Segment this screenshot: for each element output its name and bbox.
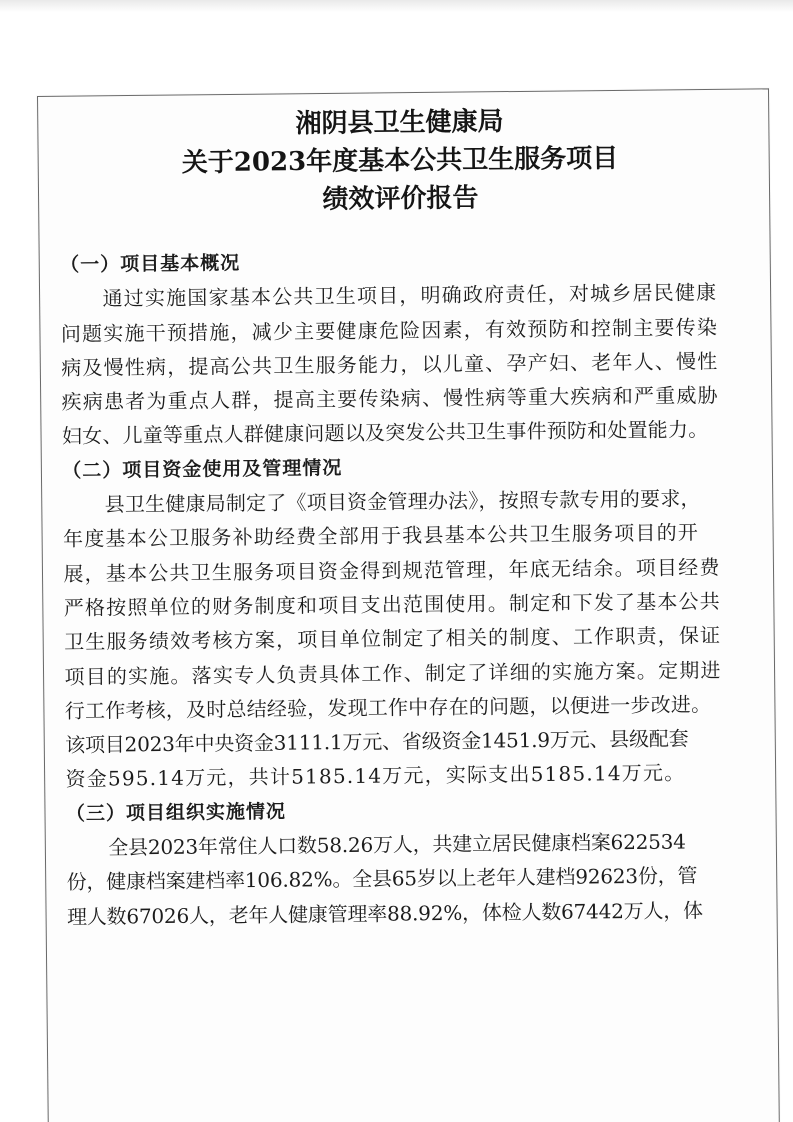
paragraph-line: 该项目2023年中央资金3111.1万元、省级资金1451.9万元、县级配套 xyxy=(65,726,689,758)
paragraph-line: 份，健康档案建档率106.82%。全县65岁以上老年人建档92623份，管 xyxy=(66,863,698,895)
paragraph-line: 行工作考核，及时总结经验，发现工作中存在的问题，以便进一步改进。 xyxy=(64,692,712,723)
paragraph-line: 县卫生健康局制定了《项目资金管理办法》，按照专款专用的要求， xyxy=(104,486,701,517)
paragraph-line: 全县2023年常住人口数58.26万人，共建立居民健康档案622534 xyxy=(108,829,686,860)
paragraph-line: 妇女、儿童等重点人群健康问题以及突发公共卫生事件预防和处置能力。 xyxy=(61,417,709,449)
paragraph-line: 年度基本公卫服务补助经费全部用于我县基本公共卫生服务项目的开 xyxy=(62,520,700,552)
section-heading-implementation: （三）项目组织实施情况 xyxy=(65,800,287,825)
scan-edge-shadow xyxy=(0,0,793,12)
paragraph-line: 项目的实施。落实专人负责具体工作、制定了详细的实施方案。定期进 xyxy=(64,657,722,689)
paragraph-line: 资金595.14万元，共计5185.14万元，实际支出5185.14万元。 xyxy=(65,760,686,792)
document-body xyxy=(60,241,757,934)
document-title xyxy=(99,101,700,221)
paragraph-line: 理人数67026人，老年人健康管理率88.92%，体检人数67442万人，体 xyxy=(66,897,703,929)
paragraph-line: 病及慢性病，提高公共卫生服务能力，以儿童、孕产妇、老年人、慢性 xyxy=(61,349,719,380)
paragraph-line: 卫生服务绩效考核方案，项目单位制定了相关的制度、工作职责，保证 xyxy=(64,623,722,655)
paragraph-line: 疾病患者为重点人群，提高主要传染病、慢性病等重大疾病和严重威胁 xyxy=(61,383,719,415)
paragraph-line: 通过实施国家基本公共卫生项目，明确政府责任，对城乡居民健康 xyxy=(102,280,718,311)
paragraph-line: 展，基本公共卫生服务项目资金得到规范管理，年底无结余。项目经费 xyxy=(63,554,721,586)
title-line-agency: 湘阴县卫生健康局 xyxy=(295,106,504,140)
title-line-subject: 关于2023年度基本公共卫生服务项目 xyxy=(181,143,619,179)
section-heading-overview: （一）项目基本概况 xyxy=(60,252,241,276)
paragraph-line: 严格按照单位的财务制度和项目支出范围使用。制定和下发了基本公共 xyxy=(63,589,722,620)
paragraph-line: 问题实施干预措施，减少主要健康危险因素，有效预防和控制主要传染 xyxy=(60,314,719,346)
title-line-report: 绩效评价报告 xyxy=(322,183,479,215)
section-heading-funding: （二）项目资金使用及管理情况 xyxy=(62,456,343,482)
